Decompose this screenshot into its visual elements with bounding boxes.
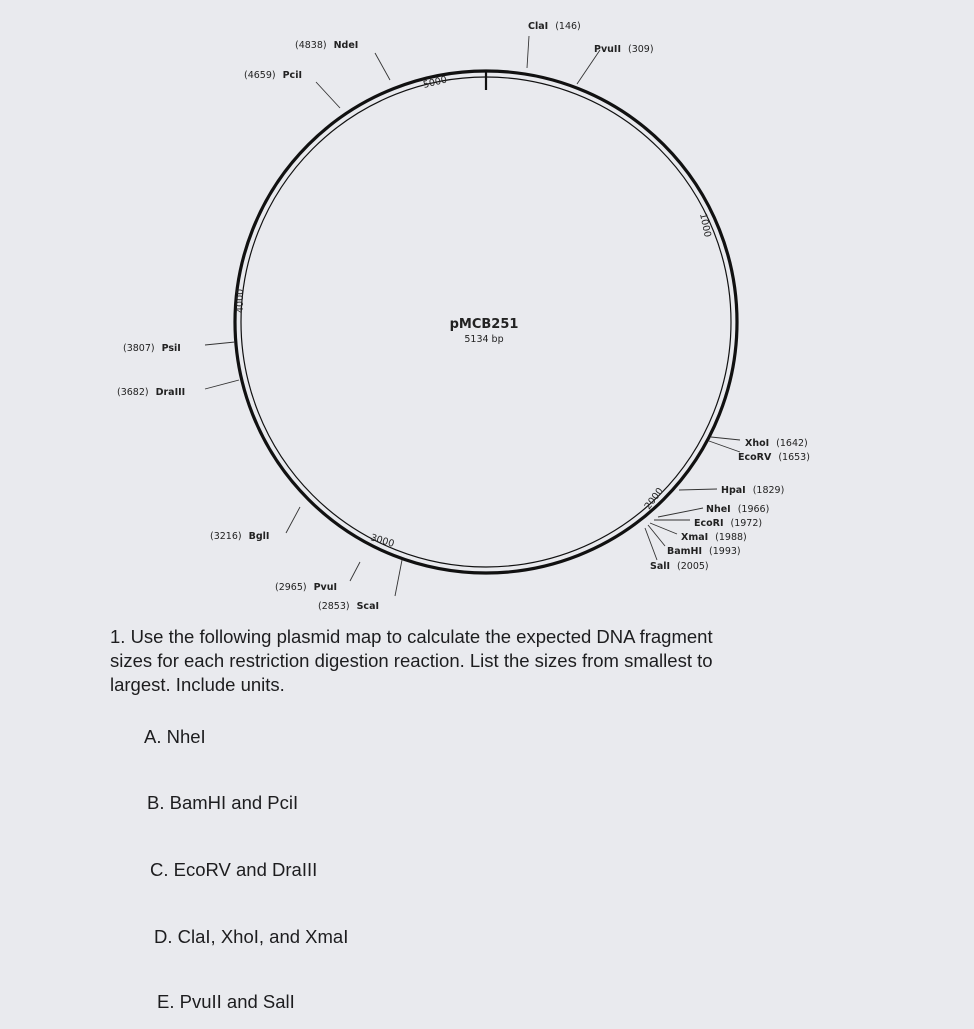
site-hpai: HpaI (1829) [721,485,785,496]
tick-5000: 5000 [422,74,449,91]
question-stem: 1. Use the following plasmid map to calculate the expected DNA fragment sizes for each restriction digestion reaction. List the sizes from smallest to largest. Include units. [110,626,713,695]
site-nhei: NheI (1966) [706,504,770,515]
site-xhoi: XhoI (1642) [745,438,808,449]
site-pcii: (4659) PciI [244,70,302,81]
site-draiii: (3682) DraIII [117,387,186,398]
tick-2000: 2000 [642,485,666,512]
leader-draiii [205,380,239,389]
site-pvuii: PvuII (309) [594,44,654,55]
leader-xhoi [711,437,740,440]
leader-sali [645,528,657,560]
option-a: A. NheI [144,726,206,747]
site-psii: (3807) PsiI [123,343,181,354]
site-ndei: (4838) NdeI [295,40,359,51]
leader-pvuii [577,50,600,84]
option-b: B. BamHI and PciI [147,792,299,813]
leader-nhei [658,508,703,517]
site-bamhi: BamHI (1993) [667,546,741,557]
leader-psii [205,342,235,345]
tick-4000: 4000 [235,288,246,313]
site-clai: ClaI (146) [528,21,581,32]
option-e: E. PvuII and SalI [157,991,295,1012]
site-ecori: EcoRI (1972) [694,518,763,529]
option-c: C. EcoRV and DraIII [150,859,318,880]
leader-bgli [286,507,300,533]
site-pvui: (2965) PvuI [275,582,338,593]
site-ecorv: EcoRV (1653) [738,452,810,463]
leader-clai [527,36,529,68]
site-leader-lines [205,36,740,596]
leader-scai [395,560,402,596]
leader-pvui [350,562,360,581]
leader-ndei [375,53,390,80]
site-sali: SalI (2005) [650,561,709,572]
tick-3000: 3000 [369,532,396,550]
site-bgli: (3216) BglI [210,531,270,542]
leader-ecorv [709,441,740,452]
leader-pcii [316,82,340,108]
option-d: D. ClaI, XhoI, and XmaI [154,926,349,947]
plasmid-name: pMCB251 [449,317,519,332]
plasmid-length: 5134 bp [464,334,504,345]
tick-1000: 1000 [697,212,713,239]
site-scai: (2853) ScaI [318,601,380,612]
leader-hpai [679,489,717,490]
site-xmai: XmaI (1988) [681,532,747,543]
